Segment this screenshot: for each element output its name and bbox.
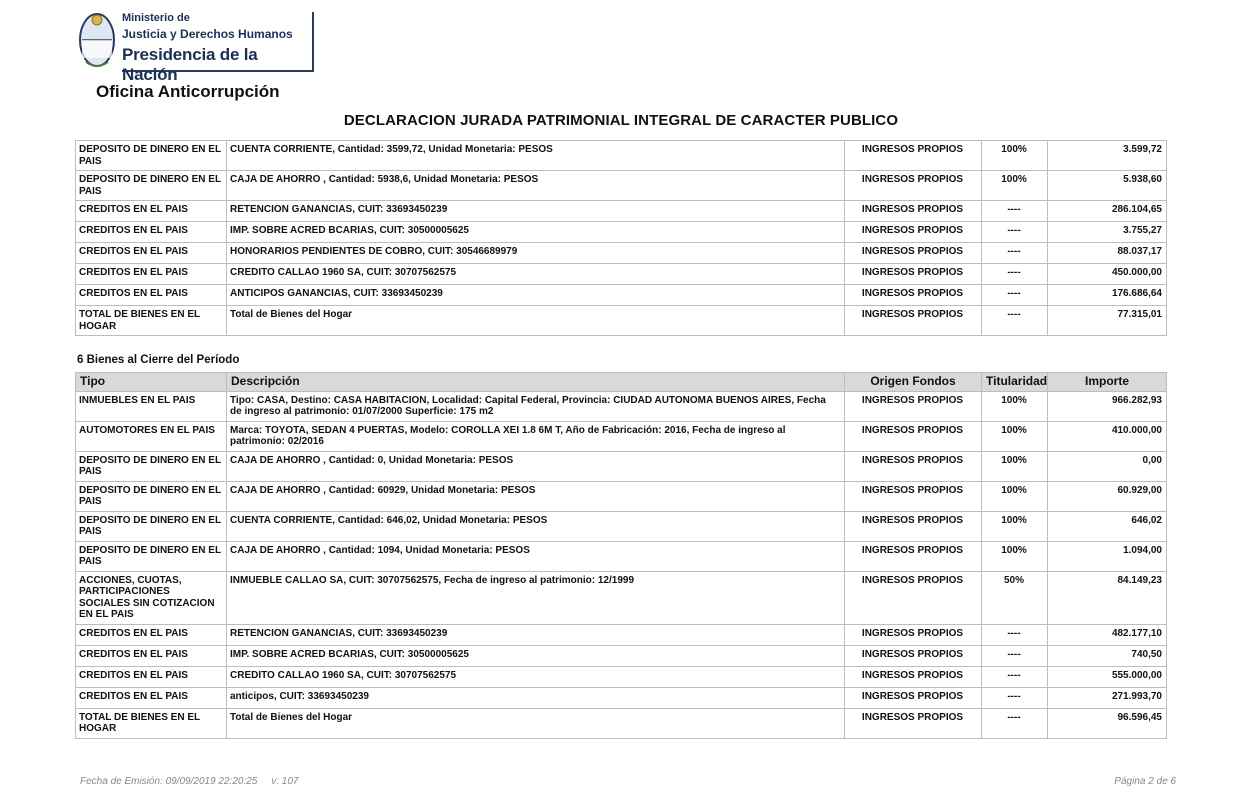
cell-tipo: DEPOSITO DE DINERO EN EL PAIS xyxy=(76,141,227,171)
cell-origen: INGRESOS PROPIOS xyxy=(845,306,982,336)
table-row xyxy=(76,645,1167,666)
cell-tipo: DEPOSITO DE DINERO EN EL PAIS xyxy=(76,511,227,541)
cell-titularidad: ---- xyxy=(982,624,1048,645)
cell-titularidad: 100% xyxy=(982,171,1048,201)
table-row xyxy=(76,511,1167,541)
cell-importe: 482.177,10 xyxy=(1048,624,1167,645)
cell-titularidad: ---- xyxy=(982,687,1048,708)
cell-descripcion: RETENCION GANANCIAS, CUIT: 33693450239 xyxy=(227,624,845,645)
cell-titularidad: 50% xyxy=(982,571,1048,624)
cell-importe: 1.094,00 xyxy=(1048,541,1167,571)
cell-descripcion: Total de Bienes del Hogar xyxy=(227,708,845,738)
cell-tipo: CREDITOS EN EL PAIS xyxy=(76,201,227,222)
cell-tipo: CREDITOS EN EL PAIS xyxy=(76,666,227,687)
header-tipo: Tipo xyxy=(76,373,227,392)
cell-descripcion: CAJA DE AHORRO , Cantidad: 1094, Unidad Monetaria: PESOS xyxy=(227,541,845,571)
cell-importe: 555.000,00 xyxy=(1048,666,1167,687)
cell-importe: 410.000,00 xyxy=(1048,421,1167,451)
cell-titularidad: 100% xyxy=(982,141,1048,171)
cell-origen: INGRESOS PROPIOS xyxy=(845,666,982,687)
cell-descripcion: Tipo: CASA, Destino: CASA HABITACION, Localidad: Capital Federal, Provincia: CIUDAD AUTONOMA BUENOS AIRES, Fecha de ingreso al patrimonio: 01/07/2000 Superficie: 175 m2 xyxy=(227,391,845,421)
section-title: 6 Bienes al Cierre del Período xyxy=(77,354,240,366)
cell-tipo: CREDITOS EN EL PAIS xyxy=(76,243,227,264)
cell-descripcion: CAJA DE AHORRO , Cantidad: 0, Unidad Monetaria: PESOS xyxy=(227,451,845,481)
cell-descripcion: CAJA DE AHORRO , Cantidad: 60929, Unidad Monetaria: PESOS xyxy=(227,481,845,511)
cell-titularidad: 100% xyxy=(982,391,1048,421)
logo-wordmark xyxy=(122,12,314,84)
table-row xyxy=(76,421,1167,451)
cell-titularidad: 100% xyxy=(982,541,1048,571)
cell-importe: 176.686,64 xyxy=(1048,285,1167,306)
cell-descripcion: HONORARIOS PENDIENTES DE COBRO, CUIT: 30546689979 xyxy=(227,243,845,264)
cell-titularidad: ---- xyxy=(982,306,1048,336)
cell-titularidad: ---- xyxy=(982,222,1048,243)
cell-descripcion: anticipos, CUIT: 33693450239 xyxy=(227,687,845,708)
cell-tipo: INMUEBLES EN EL PAIS xyxy=(76,391,227,421)
cell-descripcion: CAJA DE AHORRO , Cantidad: 5938,6, Unidad Monetaria: PESOS xyxy=(227,171,845,201)
cell-descripcion: RETENCION GANANCIAS, CUIT: 33693450239 xyxy=(227,201,845,222)
table-row xyxy=(76,624,1167,645)
header-titularidad: Titularidad xyxy=(982,373,1048,392)
cell-origen: INGRESOS PROPIOS xyxy=(845,171,982,201)
cell-origen: INGRESOS PROPIOS xyxy=(845,264,982,285)
cell-tipo: CREDITOS EN EL PAIS xyxy=(76,285,227,306)
cell-titularidad: ---- xyxy=(982,285,1048,306)
table-row xyxy=(76,201,1167,222)
cell-descripcion: Marca: TOYOTA, SEDAN 4 PUERTAS, Modelo: COROLLA XEI 1.8 6M T, Año de Fabricación: 2016, Fecha de ingreso al patrimonio: 02/2016 xyxy=(227,421,845,451)
cell-origen: INGRESOS PROPIOS xyxy=(845,285,982,306)
assets-closing-table xyxy=(75,372,1167,739)
cell-tipo: CREDITOS EN EL PAIS xyxy=(76,264,227,285)
cell-tipo: AUTOMOTORES EN EL PAIS xyxy=(76,421,227,451)
document-title: DECLARACION JURADA PATRIMONIAL INTEGRAL DE CARACTER PUBLICO xyxy=(343,112,899,129)
table-row xyxy=(76,708,1167,738)
cell-descripcion: CREDITO CALLAO 1960 SA, CUIT: 30707562575 xyxy=(227,666,845,687)
cell-origen: INGRESOS PROPIOS xyxy=(845,201,982,222)
cell-descripcion: INMUEBLE CALLAO SA, CUIT: 30707562575, Fecha de ingreso al patrimonio: 12/1999 xyxy=(227,571,845,624)
cell-titularidad: 100% xyxy=(982,481,1048,511)
table-row xyxy=(76,391,1167,421)
emission-date: Fecha de Emisión: 09/09/2019 22:20:25 v: 107 xyxy=(80,776,299,787)
cell-importe: 271.993,70 xyxy=(1048,687,1167,708)
cell-origen: INGRESOS PROPIOS xyxy=(845,571,982,624)
table-row xyxy=(76,171,1167,201)
cell-titularidad: ---- xyxy=(982,243,1048,264)
cell-origen: INGRESOS PROPIOS xyxy=(845,708,982,738)
header-origen: Origen Fondos xyxy=(845,373,982,392)
cell-importe: 3.599,72 xyxy=(1048,141,1167,171)
cell-importe: 77.315,01 xyxy=(1048,306,1167,336)
cell-origen: INGRESOS PROPIOS xyxy=(845,624,982,645)
cell-origen: INGRESOS PROPIOS xyxy=(845,687,982,708)
header-descripcion: Descripción xyxy=(227,373,845,392)
table-row xyxy=(76,666,1167,687)
cell-importe: 96.596,45 xyxy=(1048,708,1167,738)
cell-tipo: CREDITOS EN EL PAIS xyxy=(76,624,227,645)
cell-importe: 84.149,23 xyxy=(1048,571,1167,624)
cell-origen: INGRESOS PROPIOS xyxy=(845,481,982,511)
cell-titularidad: 100% xyxy=(982,421,1048,451)
cell-importe: 966.282,93 xyxy=(1048,391,1167,421)
logo-line-ministry: Ministerio de xyxy=(122,12,190,24)
cell-importe: 88.037,17 xyxy=(1048,243,1167,264)
ministry-logo xyxy=(78,8,318,84)
cell-tipo: TOTAL DE BIENES EN EL HOGAR xyxy=(76,306,227,336)
cell-descripcion: CREDITO CALLAO 1960 SA, CUIT: 30707562575 xyxy=(227,264,845,285)
header-importe: Importe xyxy=(1048,373,1167,392)
cell-origen: INGRESOS PROPIOS xyxy=(845,141,982,171)
table-row xyxy=(76,222,1167,243)
table-row xyxy=(76,541,1167,571)
table-row xyxy=(76,481,1167,511)
office-name: Oficina Anticorrupción xyxy=(96,82,280,101)
table-row xyxy=(76,571,1167,624)
cell-importe: 3.755,27 xyxy=(1048,222,1167,243)
cell-tipo: DEPOSITO DE DINERO EN EL PAIS xyxy=(76,541,227,571)
cell-importe: 740,50 xyxy=(1048,645,1167,666)
logo-line-presidency: Presidencia de la Nación xyxy=(122,45,258,84)
cell-importe: 646,02 xyxy=(1048,511,1167,541)
cell-titularidad: ---- xyxy=(982,645,1048,666)
cell-descripcion: CUENTA CORRIENTE, Cantidad: 3599,72, Unidad Monetaria: PESOS xyxy=(227,141,845,171)
table-row xyxy=(76,141,1167,171)
cell-titularidad: 100% xyxy=(982,451,1048,481)
cell-tipo: ACCIONES, CUOTAS, PARTICIPACIONES SOCIALES SIN COTIZACION EN EL PAIS xyxy=(76,571,227,624)
cell-tipo: CREDITOS EN EL PAIS xyxy=(76,645,227,666)
cell-importe: 5.938,60 xyxy=(1048,171,1167,201)
cell-origen: INGRESOS PROPIOS xyxy=(845,222,982,243)
cell-descripcion: IMP. SOBRE ACRED BCARIAS, CUIT: 30500005625 xyxy=(227,222,845,243)
cell-origen: INGRESOS PROPIOS xyxy=(845,421,982,451)
argentina-coat-of-arms-icon xyxy=(78,10,116,70)
table-row xyxy=(76,243,1167,264)
page-number: Página 2 de 6 xyxy=(1114,776,1176,787)
cell-descripcion: ANTICIPOS GANANCIAS, CUIT: 33693450239 xyxy=(227,285,845,306)
cell-tipo: DEPOSITO DE DINERO EN EL PAIS xyxy=(76,171,227,201)
assets-table-continued xyxy=(75,140,1167,336)
cell-importe: 0,00 xyxy=(1048,451,1167,481)
cell-titularidad: 100% xyxy=(982,511,1048,541)
cell-descripcion: CUENTA CORRIENTE, Cantidad: 646,02, Unidad Monetaria: PESOS xyxy=(227,511,845,541)
cell-origen: INGRESOS PROPIOS xyxy=(845,511,982,541)
table-header-row xyxy=(76,373,1167,392)
table-row xyxy=(76,451,1167,481)
cell-origen: INGRESOS PROPIOS xyxy=(845,391,982,421)
cell-tipo: DEPOSITO DE DINERO EN EL PAIS xyxy=(76,481,227,511)
cell-tipo: CREDITOS EN EL PAIS xyxy=(76,222,227,243)
cell-tipo: CREDITOS EN EL PAIS xyxy=(76,687,227,708)
cell-titularidad: ---- xyxy=(982,201,1048,222)
cell-importe: 286.104,65 xyxy=(1048,201,1167,222)
table-row xyxy=(76,285,1167,306)
cell-titularidad: ---- xyxy=(982,708,1048,738)
cell-tipo: DEPOSITO DE DINERO EN EL PAIS xyxy=(76,451,227,481)
cell-origen: INGRESOS PROPIOS xyxy=(845,243,982,264)
cell-descripcion: Total de Bienes del Hogar xyxy=(227,306,845,336)
table-row xyxy=(76,306,1167,336)
cell-origen: INGRESOS PROPIOS xyxy=(845,451,982,481)
cell-titularidad: ---- xyxy=(982,666,1048,687)
cell-descripcion: IMP. SOBRE ACRED BCARIAS, CUIT: 30500005625 xyxy=(227,645,845,666)
cell-titularidad: ---- xyxy=(982,264,1048,285)
cell-importe: 450.000,00 xyxy=(1048,264,1167,285)
cell-origen: INGRESOS PROPIOS xyxy=(845,541,982,571)
cell-origen: INGRESOS PROPIOS xyxy=(845,645,982,666)
table-row xyxy=(76,687,1167,708)
table-row xyxy=(76,264,1167,285)
cell-tipo: TOTAL DE BIENES EN EL HOGAR xyxy=(76,708,227,738)
cell-importe: 60.929,00 xyxy=(1048,481,1167,511)
logo-line-justice: Justicia y Derechos Humanos xyxy=(122,27,293,41)
